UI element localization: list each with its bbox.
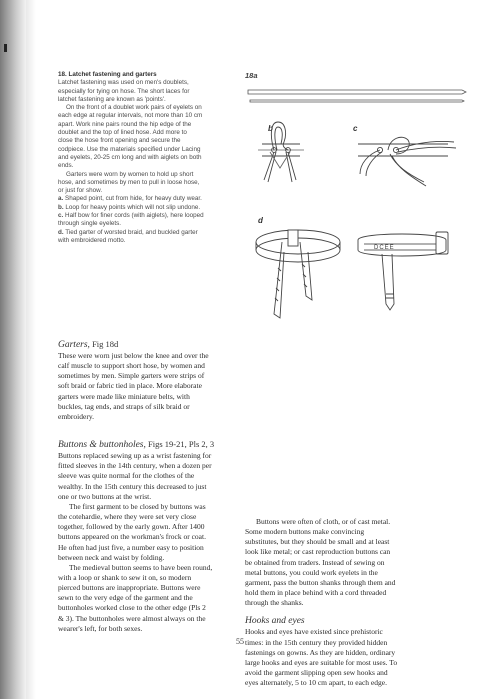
caption-line: doublet and the top of lined hose. Add more to	[58, 129, 187, 137]
body-line: Some modern buttons make convincing	[245, 527, 365, 537]
body-line: buttons appeared on the workman's frock or coat.	[58, 532, 206, 542]
figure-label: 18a	[245, 71, 258, 80]
caption-line: or just for show.	[58, 187, 103, 195]
body-line: calf muscle to support short hose, by women and	[58, 361, 205, 371]
caption-item	[58, 237, 245, 245]
binding-mark	[4, 44, 7, 52]
tied-garter-drawing	[256, 230, 340, 318]
body-line: The medieval button seems to have been round,	[69, 562, 213, 572]
item-key: b.	[58, 203, 64, 211]
loop-point-drawing	[258, 122, 304, 182]
body-line: buckles, tag ends, and straps of silk braid or	[58, 401, 190, 411]
caption-title: 18. Latchet fastening and garters	[58, 71, 157, 78]
buttons-heading-text: Buttons & buttonholes,	[58, 440, 146, 451]
body-line: wearer's left, for both sexes.	[58, 623, 143, 633]
caption-line: each edge at regular intervals, not more than 10 cm	[58, 112, 203, 120]
garters-heading	[58, 338, 238, 351]
caption-line: hose, and sometimes by men to pull in loose hose,	[58, 178, 200, 186]
shaped-point-drawing	[248, 90, 466, 102]
caption-line: Garters were worn by women to hold up short	[66, 170, 194, 178]
body-line: through the shanks.	[245, 598, 304, 608]
body-line: pierced buttons are inappropriate. Buttons were	[58, 583, 201, 593]
body-line: metal buttons, you could work eyelets in the	[245, 567, 378, 577]
item-text: with embroidered motto.	[58, 236, 126, 244]
body-line: look like metal; or cast reproduction buttons can	[245, 547, 391, 557]
body-line: the cotehardie, where they were set very close	[58, 512, 197, 522]
body-line: between neck and waist by folding.	[58, 552, 165, 562]
body-line: with a loop or shank to sew it on, so modern	[58, 572, 192, 582]
body-line: together, followed by the early gown. After 1400	[58, 522, 205, 532]
body-line: sleeve was quite normal for the clothes of the	[58, 471, 195, 481]
caption-item	[58, 204, 245, 212]
caption-line: codpiece. Use the materials specified under Lacing	[58, 145, 201, 153]
caption-line: Latchet fastening was used on men's doublets,	[58, 79, 189, 87]
body-line: avoid the garment slipping open sew hooks and	[245, 668, 388, 678]
half-bow-drawing	[358, 137, 456, 186]
body-line: large hooks and eyes are suitable for most uses. To	[245, 657, 398, 667]
caption-line: especially for tying on hose. The short laces for	[58, 87, 190, 95]
body-line: eyes alternately, 5 to 10 cm apart, to each edge.	[245, 678, 387, 688]
book-spine-shadow	[0, 0, 26, 699]
body-line: garters were made like miniature belts, with	[58, 391, 190, 401]
body-line: sewn to the very edge of the garment and the	[58, 593, 193, 603]
caption-item	[58, 195, 245, 203]
item-text: Tied garter of worsted braid, and buckled garter	[63, 228, 198, 236]
item-text: Shaped point, cut from hide, for heavy duty wear.	[63, 195, 202, 203]
figure-caption	[58, 71, 245, 245]
body-line: sometimes by men. Simple garters were strips of	[58, 371, 205, 381]
body-line: The first garment to be closed by buttons was	[69, 501, 206, 511]
caption-line: and eyelets, 20-25 cm long and with aiglets on both	[58, 153, 202, 161]
body-line: soft braid or fabric tied in place. More elaborate	[58, 381, 202, 391]
body-line: buttonholes worked close to the other edge (Pls 2	[58, 603, 206, 613]
caption-item	[58, 229, 245, 237]
body-line: fastenings on gowns. As they are hidden, ordinary	[245, 647, 396, 657]
buttons-figure-ref: Figs 19-21, Pls 2, 3	[145, 439, 215, 450]
buckled-garter-drawing	[358, 232, 448, 310]
body-line: wealthy. In the 15th century this decreased to just	[58, 481, 207, 491]
caption-line: apart. Work nine pairs round the hip edge of the	[58, 120, 192, 128]
item-text: through single eyelets.	[58, 220, 122, 228]
page-gutter	[26, 0, 36, 699]
caption-line: latchet fastening are known as 'points'.	[58, 95, 166, 103]
garter-motto-text: DCEE	[374, 245, 395, 251]
body-line: Buttons replaced sewing up as a wrist fastening for	[58, 451, 212, 461]
item-text: Loop for heavy points which will not slip undone.	[63, 203, 201, 211]
body-line: Hooks and eyes have existed since prehistoric	[245, 627, 383, 637]
body-line: be obtained from traders. Instead of sewing on	[245, 557, 385, 567]
body-line: substitutes, but they should be small and at least	[245, 537, 390, 547]
body-line: times: in the 15th century they provided hidden	[245, 637, 388, 647]
page-number: 55	[236, 637, 244, 646]
buttons-heading	[58, 438, 238, 451]
caption-item	[58, 220, 245, 228]
hooks-heading: Hooks and eyes	[245, 616, 305, 627]
body-line: fitted sleeves in the 14th century, when a dozen per	[58, 461, 212, 471]
item-text: Half bow for finer cords (with aiglets), here looped	[63, 212, 204, 220]
latchet-garter-illustration	[240, 82, 470, 322]
body-line: one or two buttons at the wrist.	[58, 491, 152, 501]
subfigure-label-d: d	[258, 216, 263, 225]
body-line: Buttons were often of cloth, or of cast metal.	[256, 517, 391, 526]
caption-line: On the front of a doublet work pairs of eyelets on	[66, 104, 202, 112]
left-column	[58, 338, 238, 634]
subfigure-label-c: c	[353, 124, 358, 133]
subfigure-label-b: b	[268, 124, 273, 133]
item-key: c.	[58, 212, 64, 220]
right-column	[245, 517, 430, 688]
body-line: He often had just five, a number easy to position	[58, 542, 204, 552]
body-line: & 3). The buttonholes were almost always on the	[58, 613, 206, 623]
caption-line: ends.	[58, 162, 74, 170]
item-key: d.	[58, 228, 64, 236]
item-key: a.	[58, 195, 64, 203]
garters-figure-ref: Fig 18d	[89, 339, 119, 349]
body-line: garment, pass the button shanks through them and	[245, 577, 396, 587]
caption-line: close the hose front opening and secure the	[58, 137, 181, 145]
body-line: embroidery.	[58, 411, 94, 421]
caption-item	[58, 212, 245, 220]
body-line: These were worn just below the knee and over the	[58, 351, 209, 360]
garters-heading-text: Garters,	[58, 340, 90, 350]
body-line: hold them in place behind with a cord threaded	[245, 588, 387, 598]
